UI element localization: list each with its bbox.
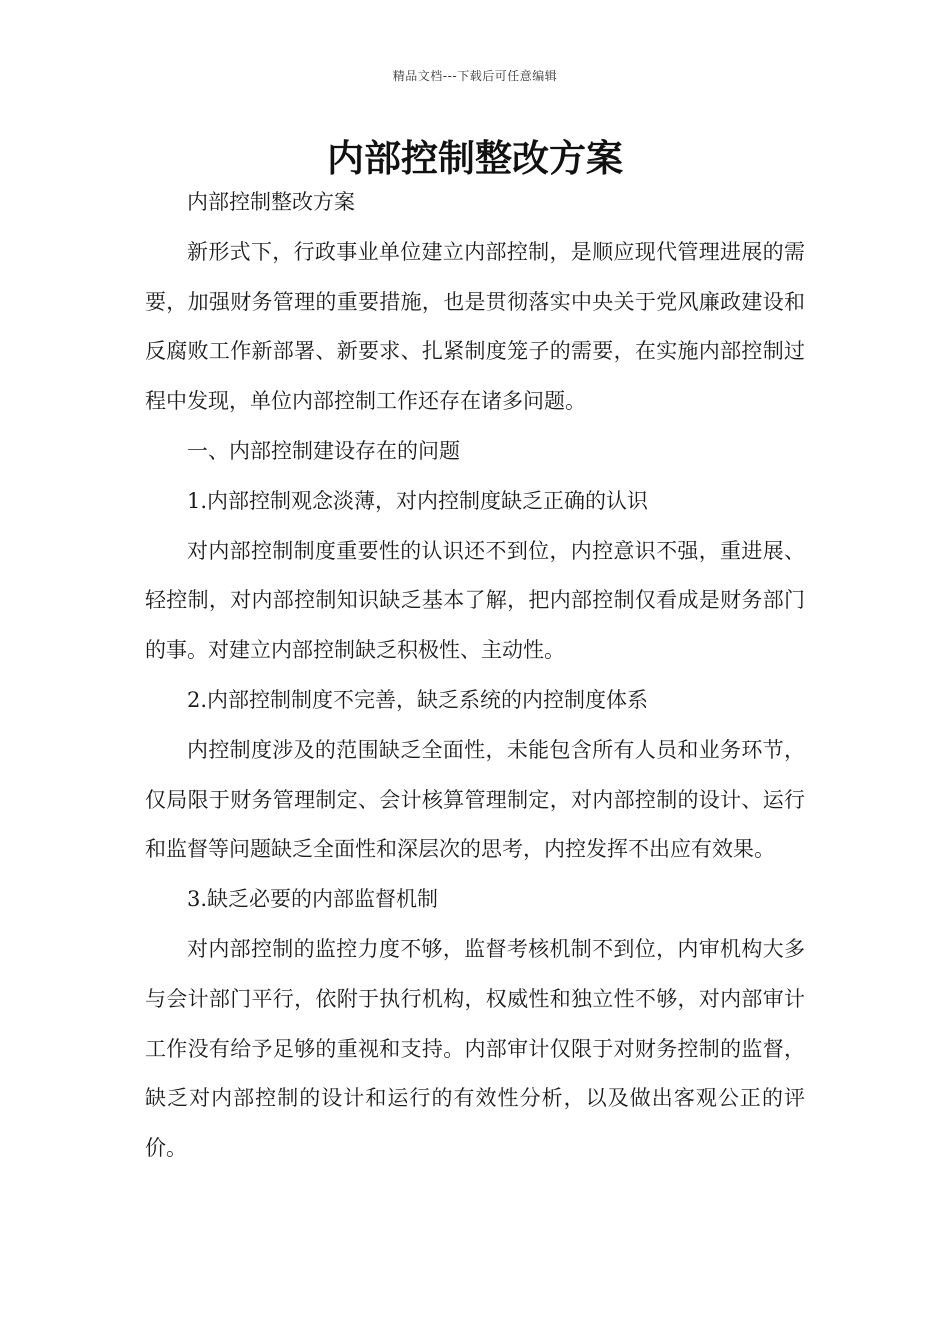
section-heading-problems: 一、内部控制建设存在的问题	[187, 438, 460, 463]
subheading-3: 3.缺乏必要的内部监督机制	[187, 887, 439, 912]
subheading-2: 2.内部控制制度不完善，缺乏系统的内控制度体系	[187, 687, 649, 712]
paragraph-subtitle: 内部控制整改方案	[187, 190, 355, 214]
page-header-note: 精品文档---下载后可任意编辑	[392, 69, 558, 83]
document-body	[145, 178, 805, 1174]
subheading-1: 1.内部控制观念淡薄，对内控制度缺乏正确的认识	[187, 488, 649, 513]
paragraph-3: 对内部控制的监控力度不够，监督考核机制不到位，内审机构大多与会计部门平行，依附于执行机构，权威性和独立性不够，对内部审计工作没有给予足够的重视和支持。内部审计仅限于对财务控制的监督，缺乏对内部控制的设计和运行的有效性分析，以及做出客观公正的评价。	[145, 936, 805, 1161]
document-title: 内部控制整改方案	[327, 137, 623, 180]
paragraph-2: 内控制度涉及的范围缺乏全面性，未能包含所有人员和业务环节，仅局限于财务管理制定、会计核算管理制定，对内部控制的设计、运行和监督等问题缺乏全面性和深层次的思考，内控发挥不出应有效果。	[145, 737, 805, 862]
paragraph-intro: 新形式下，行政事业单位建立内部控制，是顺应现代管理进展的需要，加强财务管理的重要措施，也是贯彻落实中央关于党风廉政建设和反腐败工作新部署、新要求、扎紧制度笼子的需要，在实施内部控制过程中发现，单位内部控制工作还存在诸多问题。	[145, 239, 805, 414]
paragraph-1: 对内部控制制度重要性的认识还不到位，内控意识不强，重进展、轻控制，对内部控制知识缺乏基本了解，把内部控制仅看成是财务部门的事。对建立内部控制缺乏积极性、主动性。	[145, 538, 805, 663]
